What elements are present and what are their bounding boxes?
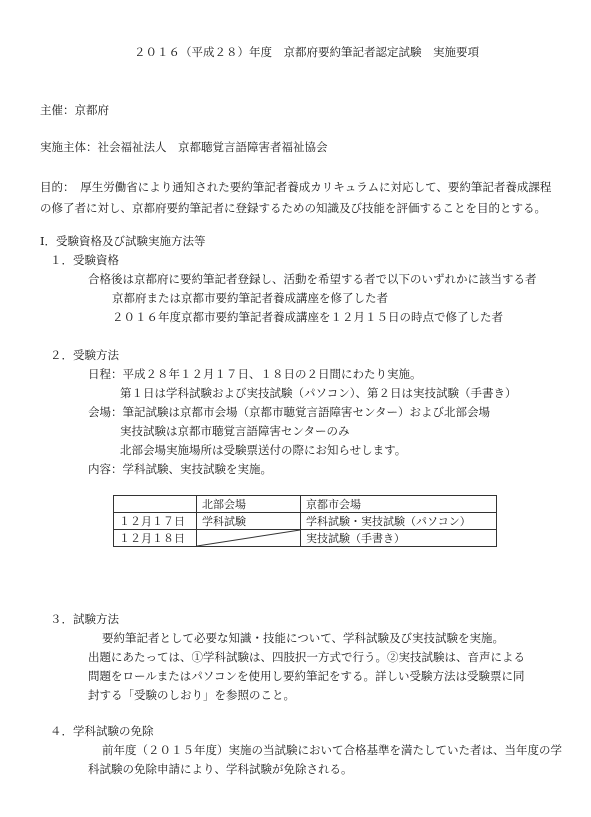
table-cell-kyoto: 学科試験・実技試験（パソコン） [301, 513, 497, 530]
section-4-line-1: 前年度（２０１５年度）実施の当試験において合格基準を満たしていた者は、当年度の学 [102, 743, 562, 757]
table-cell-north: 学科試験 [197, 513, 301, 530]
table-cell-date: １２月１８日 [114, 530, 197, 547]
venue-line-3: 北部会場実施場所は受験票送付の際にお知らせします。 [120, 443, 407, 457]
purpose-line-2: の修了者に対し、京都府要約筆記者に登録するための知識及び技能を評価することを目的とする。 [40, 201, 546, 215]
document-title: ２０１６（平成２８）年度 京都府要約筆記者認定試験 実施要項 [134, 45, 479, 59]
table-cell-date: １２月１７日 [114, 513, 197, 530]
content-line: 内容：学科試験、実技試験を実施。 [88, 462, 272, 476]
table-header-cell [114, 496, 197, 513]
section-3-line-1: 要約筆記者として必要な知識・技能について、学科試験及び実技試験を実施。 [102, 631, 505, 645]
qualification-heading: １．受験資格 [50, 253, 119, 267]
qualification-line-3: ２０１６年度京都市要約筆記者養成講座を１２月１５日の時点で修了した者 [112, 310, 503, 324]
section-3-heading: ３．試験方法 [50, 612, 119, 626]
schedule-table [113, 495, 497, 547]
table-header-cell: 北部会場 [197, 496, 301, 513]
implementer: 実施主体：社会福祉法人 京都聴覚言語障害者福祉協会 [40, 140, 328, 154]
method-heading: ２．受験方法 [50, 348, 119, 362]
qualification-line-1: 合格後は京都府に要約筆記者登録し、活動を希望する者で以下のいずれかに該当する者 [88, 272, 537, 286]
purpose-line-1: 目的： 厚生労働省により通知された要約筆記者養成カリキュラムに対応して、要約筆記者養成課程 [40, 180, 552, 194]
schedule-line-2: 第１日は学科試験および実技試験（パソコン）、第２日は実技試験（手書き） [120, 386, 517, 400]
table-row [114, 513, 497, 530]
section-3-line-4: 封する「受験のしおり」を参照のこと。 [88, 688, 295, 702]
section-3-line-2: 出題にあたっては、①学科試験は、四肢択一方式で行う。②実技試験は、音声による [88, 650, 525, 664]
section-1-heading: Ⅰ．受験資格及び試験実施方法等 [40, 234, 206, 248]
table-cell-north-empty [197, 530, 301, 547]
diagonal-strike [197, 530, 300, 546]
schedule-line-1: 日程：平成２８年１２月１７日、１８日の２日間にわたり実施。 [88, 367, 422, 381]
table-cell-kyoto: 実技試験（手書き） [301, 530, 497, 547]
table-header-row [114, 496, 497, 513]
organizer: 主催：京都府 [40, 103, 109, 117]
table-row [114, 530, 497, 547]
venue-line-1: 会場：筆記試験は京都市会場（京都市聴覚言語障害センター）および北部会場 [88, 405, 491, 419]
section-4-heading: ４．学科試験の免除 [50, 724, 154, 738]
table-header-cell: 京都市会場 [301, 496, 497, 513]
section-4-line-2: 科試験の免除申請により、学科試験が免除される。 [88, 762, 353, 776]
section-3-line-3: 問題をロールまたはパソコンを使用し要約筆記をする。詳しい受験方法は受験票に同 [88, 669, 525, 683]
qualification-line-2: 京都府または京都市要約筆記者養成講座を修了した者 [112, 291, 388, 305]
venue-line-2: 実技試験は京都市聴覚言語障害センターのみ [120, 424, 350, 438]
